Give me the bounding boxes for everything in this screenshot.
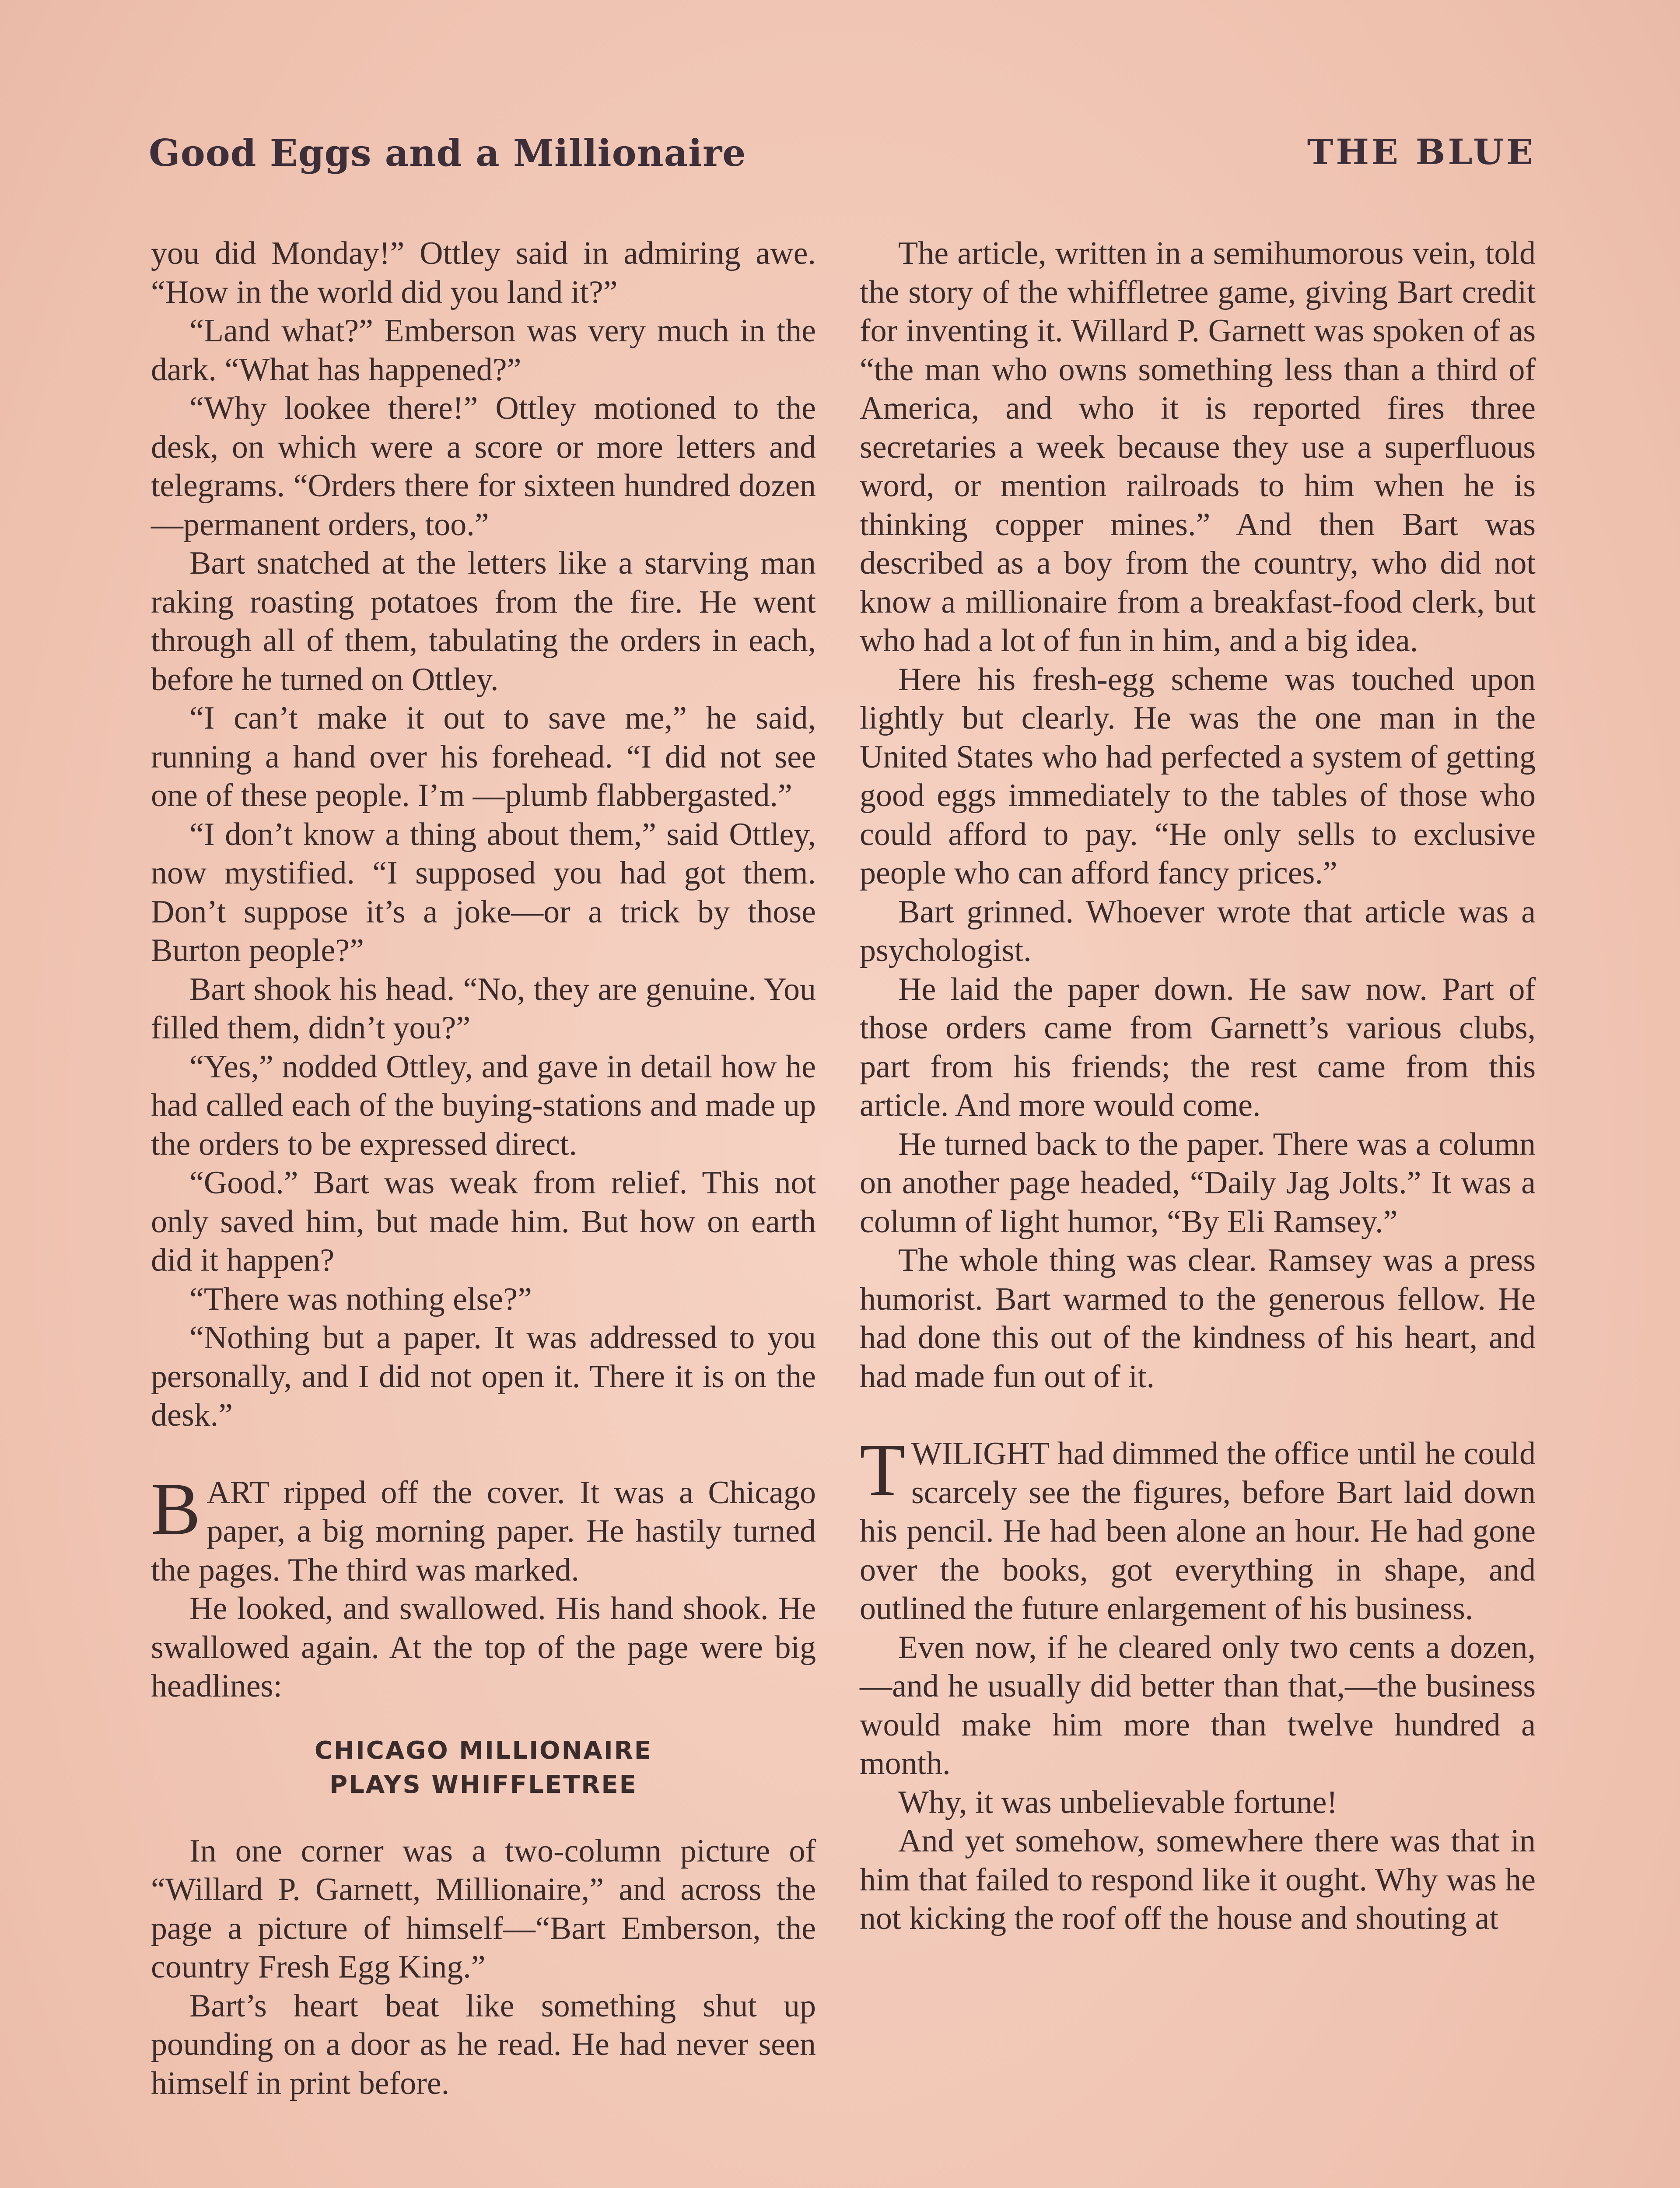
- running-head: [149, 131, 1536, 184]
- magazine-title: THE BLUE: [1307, 131, 1536, 172]
- section-opening-paragraph: [860, 1429, 1536, 1628]
- headline-line: PLAYS WHIFFLETREE: [329, 1770, 637, 1799]
- section-opening-paragraph: [151, 1467, 816, 1590]
- paragraph: The whole thing was clear. Ramsey was a press humorist. Bart warmed to the generous fellow. He had done this out of the kindness of his heart, and had made fun out of it.: [860, 1242, 1536, 1395]
- story-title: Good Eggs and a Millionaire: [149, 131, 746, 175]
- paragraph: “There was nothing else?”: [189, 1281, 532, 1317]
- section-opening-text: WILIGHT had dimmed the office until he could scarcely see the figures, before Bart laid down his pencil. He had been alone an hour. He had gone over the books, got everything in shape, and outlined the future enlargement of his business.: [860, 1436, 1536, 1627]
- left-column: [151, 234, 816, 2103]
- paragraph: Even now, if he cleared only two cents a dozen,—and he usually did better than that,—the business would make him more than twelve hundred a month.: [860, 1629, 1536, 1781]
- paragraph: And yet somehow, somewhere there was that in him that failed to respond like it ought. Why was he not kicking the roof off the house and shouting at: [860, 1823, 1536, 1936]
- right-column: [860, 234, 1536, 1938]
- paragraph: “Yes,” nodded Ottley, and gave in detail how he had called each of the buying-stations and made up the orders to be expressed direct.: [151, 1048, 816, 1162]
- paragraph: you did Monday!” Ottley said in admiring awe. “How in the world did you land it?”: [151, 235, 816, 310]
- paragraph: Why, it was unbelievable fortune!: [898, 1784, 1338, 1820]
- paragraph: Bart grinned. Whoever wrote that article was a psychologist.: [860, 894, 1536, 968]
- paragraph: Bart snatched at the letters like a starving man raking roasting potatoes from the fire. He went through all of them, tabulating the orders in each, before he turned on Ottley.: [151, 545, 816, 698]
- paragraph: Here his fresh-egg scheme was touched upon lightly but clearly. He was the one man in the United States who had perfected a system of getting good eggs immediately to the tables of those who could afford to pay. “He only sells to exclusive people who can afford fancy prices.”: [860, 661, 1536, 891]
- drop-cap: T: [860, 1429, 905, 1511]
- paragraph: “Why lookee there!” Ottley motioned to the desk, on which were a score or more letters and telegrams. “Orders there for sixteen hundred dozen—permanent orders, too.”: [151, 390, 816, 543]
- paragraph: “I don’t know a thing about them,” said Ottley, now mystified. “I supposed you had got them. Don’t suppose it’s a joke—or a trick by those Burton people?”: [151, 816, 816, 968]
- paragraph: “I can’t make it out to save me,” he said, running a hand over his forehead. “I did not see one of these people. I’m —plumb flabbergasted.”: [151, 700, 816, 813]
- paragraph: The article, written in a semihumorous vein, told the story of the whiffletree game, giving Bart credit for inventing it. Willard P. Garnett was spoken of as “the man who owns something less than a third of America, and who it is reported fires three secretaries a week because they use a superfluous word, or mention railroads to him when he is thinking copper mines.” And then Bart was described as a boy from the country, who did not know a millionaire from a breakfast-food clerk, but who had a lot of fun in him, and a big idea.: [860, 235, 1536, 659]
- paragraph: He looked, and swallowed. His hand shook. He swallowed again. At the top of the page were big headlines:: [151, 1591, 816, 1704]
- paragraph: “Nothing but a paper. It was addressed to you personally, and I did not open it. There it is on the desk.”: [151, 1320, 816, 1433]
- paragraph: Bart’s heart beat like something shut up pounding on a door as he read. He had never seen himself in print before.: [151, 1988, 816, 2101]
- paragraph: “Good.” Bart was weak from relief. This not only saved him, but made him. But how on earth did it happen?: [151, 1165, 816, 1278]
- drop-cap: B: [151, 1467, 201, 1550]
- newspaper-headline: [151, 1734, 816, 1802]
- section-opening-text: ART ripped off the cover. It was a Chicago paper, a big morning paper. He hastily turned the pages. The third was marked.: [151, 1474, 816, 1588]
- paragraph: He laid the paper down. He saw now. Part of those orders came from Garnett’s various clubs, part from his friends; the rest came from this article. And more would come.: [860, 971, 1536, 1123]
- headline-line: CHICAGO MILLIONAIRE: [314, 1736, 653, 1765]
- paragraph: Bart shook his head. “No, they are genuine. You filled them, didn’t you?”: [151, 971, 816, 1046]
- paragraph: In one corner was a two-column picture of “Willard P. Garnett, Millionaire,” and across the page a picture of himself—“Bart Emberson, the country Fresh Egg King.”: [151, 1833, 816, 1985]
- paragraph: “Land what?” Emberson was very much in the dark. “What has happened?”: [151, 313, 816, 388]
- paragraph: He turned back to the paper. There was a column on another page headed, “Daily Jag Jolts.” It was a column of light humor, “By Eli Ramsey.”: [860, 1126, 1536, 1240]
